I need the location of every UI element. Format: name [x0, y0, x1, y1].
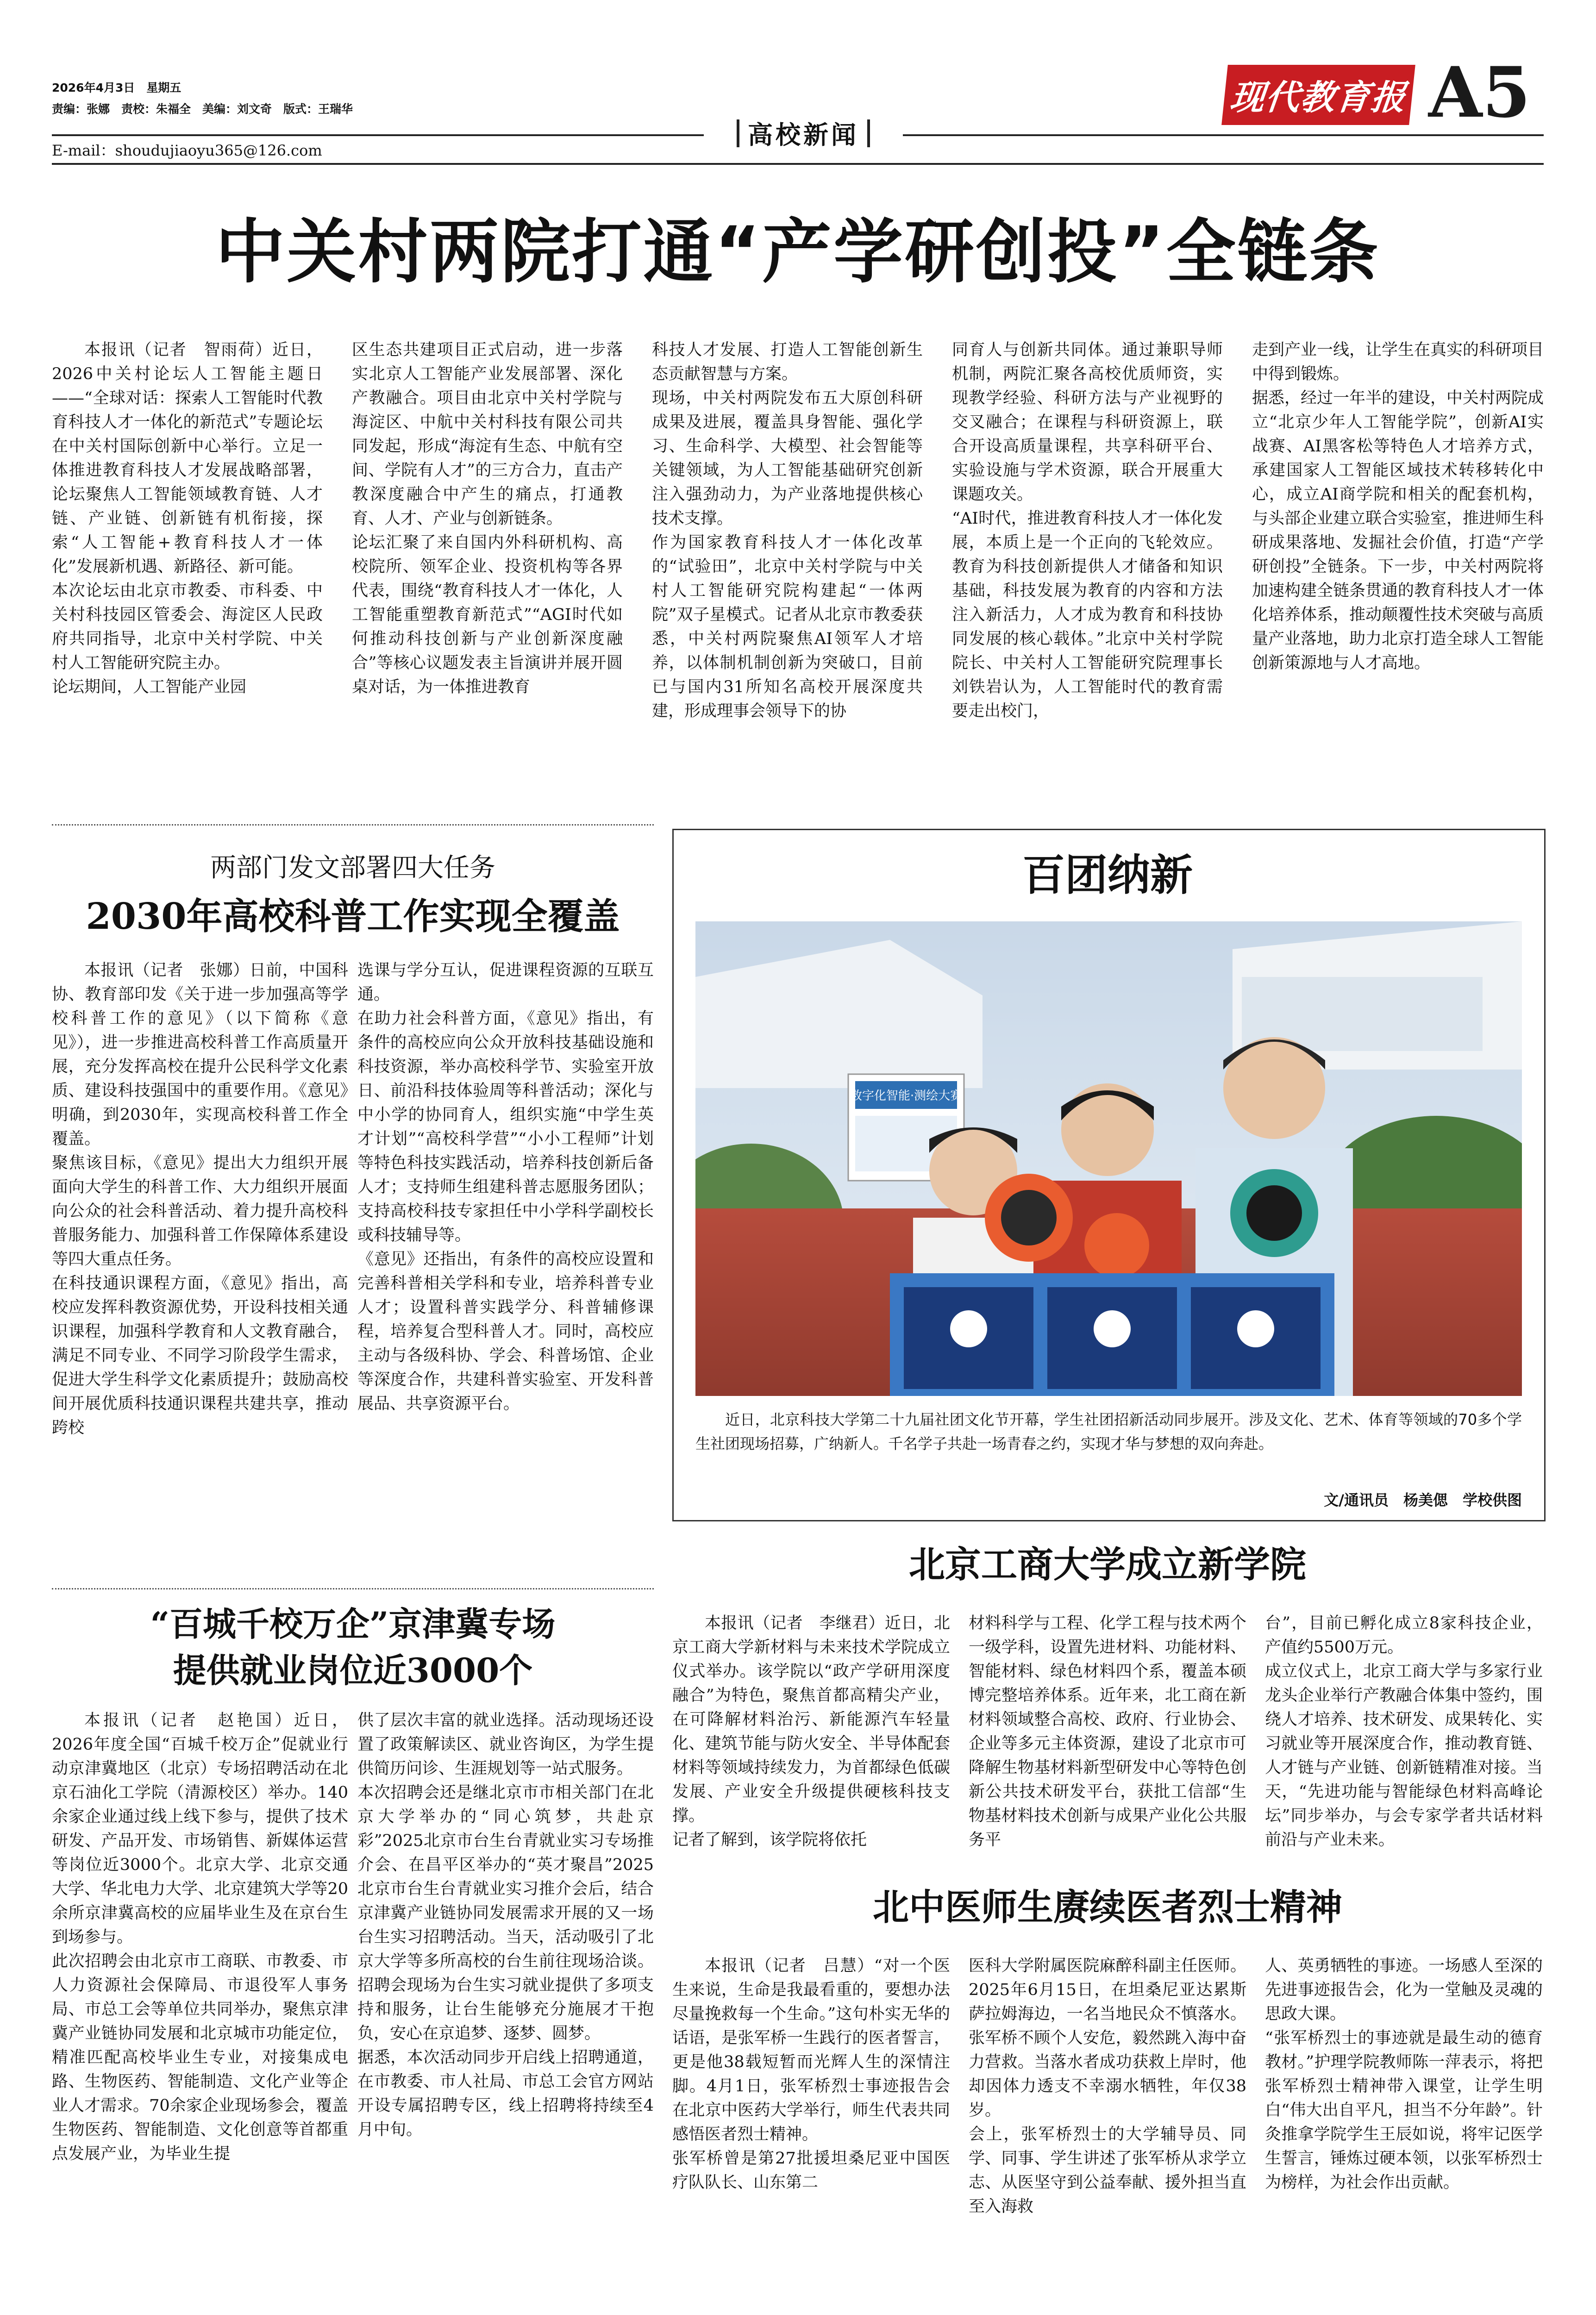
masthead-rule-bottom [52, 163, 1544, 165]
science-column-1: 本报讯（记者 张娜）日前，中国科协、教育部印发《关于进一步加强高等学校科普工作的意见》（以下简称《意见》），进一步推进高校科普工作高质量开展，充分发挥高校在提升公民科学文化素质、建设科技强国中的重要作用。《意见》明确，到2030年，实现高校科普工作全覆盖。 聚焦该目标，《意见》提出大力组织开展面向大学生的科普工作、大力组织开展面向公众的社会科普活动、着力提升高校科普服务能力、加强科普工作保障体系建设等四大重点任务。 在科技通识课程方面，《意见》指出，高校应发挥科教资源优势，开设科技相关通识课程，加强科学教育和人文教育融合，满足不同专业、不同学习阶段学生需求，促进大学生科学文化素质提升；鼓励高校间开展优质科技通识课程共建共享，推动跨校 [52, 961, 348, 1437]
science-kicker: 两部门发文部署四大任务 [210, 853, 495, 883]
astronaut-poster [1094, 1310, 1131, 1347]
frisbee-orange-2 [1084, 1213, 1149, 1278]
btbu-column-3: 台”，目前已孵化成立8家科技企业，产值约5500万元。 成立仪式上，北京工商大学与多家行业龙头企业举行产教融合体集中签约，围绕人才培养、技术研发、成果转化、实习就业等开展深度合作，推动教育链、人才链与产业链、创新链精准对接。当天，“先进功能与智能绿色材料高峰论坛”同步举办，与会专家学者共话材料前沿与产业未来。 [1265, 1614, 1543, 1849]
tcm-column-3: 人、英勇牺牲的事迹。一场感人至深的先进事迹报告会，化为一堂触及灵魂的思政大课。 “张军桥烈士的事迹就是最生动的德育教材。”护理学院教师陈一萍表示，将把张军桥烈士精神带入课堂，让学生明白“伟大出自平凡，担当不分年龄”。针灸推拿学院学生王辰如说，将牢记医学生誓言，锤炼过硬本领，以张军桥烈士为榜样，为社会作出贡献。 [1265, 1957, 1543, 2192]
jobs-headline-line2: 提供就业岗位近3000个 [173, 1651, 533, 1690]
section-banner [704, 111, 903, 155]
lead-column-4: 同育人与创新共同体。通过兼职导师机制，两院汇聚各高校优质师资，实现教学经验、科研方法与产业视野的交叉融合；在课程与科研资源上，联合开设高质量课程，共享科研平台、实验设施与学术资源，联合开展重大课题攻关。 “AI时代，推进教育科技人才一体化发展，本质上是一个正向的飞轮效应。教育为科技创新提供人才储备和知识基础，科技发展为教育的内容和方法注入新活力，人才成为教育和科技协同发展的核心载体。”北京中关村学院院长、中关村人工智能研究院理事长刘铁岩认为，人工智能时代的教育需要走出校门， [952, 341, 1223, 720]
newspaper-logo: 现代教育报 [1221, 65, 1415, 125]
tcm-headline: 北中医师生赓续医者烈士精神 [872, 1886, 1342, 1928]
btbu-column-2: 材料科学与工程、化学工程与技术两个一级学科，设置先进材料、功能材料、智能材料、绿色材料四个系，覆盖本硕博完整培养体系。近年来，北工商在新材料领域整合高校、政府、行业协会、企业等多元主体资源，建设了北京市可降解生物基材料新型研发中心等特色创新公共技术研发平台，获批工信部“生物基材料技术创新与成果产业化公共服务平 [969, 1614, 1246, 1849]
astronaut-poster [950, 1310, 987, 1347]
btbu-column-1: 本报讯（记者 李继君）近日，北京工商大学新材料与未来技术学院成立仪式举办。该学院以“政产学研用深度融合”为特色，聚焦首都高精尖产业，在可降解材料治污、新能源汽车轻量化、建筑节能与防火安全、半导体配套材料等领域持续发力，为首都绿色低碳发展、产业安全升级提供硬核科技支撑。 记者了解到，该学院将依托 [672, 1614, 950, 1849]
jobs-headline-line1: “百城千校万企”京津冀专场 [150, 1604, 556, 1644]
issue-date: 2026年4月3日 星期五 [52, 81, 182, 94]
science-column-2: 选课与学分互认，促进课程资源的互联互通。 在助力社会科普方面，《意见》指出，有条件的高校应向公众开放科技基础设施和科技资源，举办高校科学节、实验室开放日、前沿科技体验周等科普活动；深化与中小学的协同育人，组织实施“中学生英才计划”“高校科学营”“小小工程师”计划等特色科技实践活动，培养科技创新后备人才；支持师生组建科普志愿服务团队；支持高校科技专家担任中小学科学副校长或科技辅导等。 《意见》还指出，有条件的高校应设置和完善科普相关学科和专业，培养科普专业人才；设置科普实践学分、科普辅修课程，培养复合型科普人才。同时，高校应主动与各级科协、学会、科普场馆、企业等深度合作，共建科普实验室、开发科普展品、共享资源平台。 [357, 961, 654, 1413]
club-fair-illustration [695, 921, 1522, 1396]
editor-credits: 责编：张娜 责校：朱福全 美编：刘文奇 版式：王瑞华 [52, 102, 353, 116]
page-number: A5 [1428, 52, 1531, 133]
section-title: 高校新闻 [748, 120, 859, 150]
photo-caption: 近日，北京科技大学第二十九届社团文化节开幕，学生社团招新活动同步展开。涉及文化、艺术、体育等领域的70多个学生社团现场招募，广纳新人。千名学子共赴一场青春之约，实现才华与梦想的双向奔赴。 [695, 1411, 1522, 1452]
science-bottom-divider [52, 1588, 654, 1589]
section-divider [737, 119, 739, 147]
lead-column-2: 区生态共建项目正式启动，进一步落实北京人工智能产业发展部署、深化产教融合。项目由北京中关村学院与海淀区、中航中关村科技有限公司共同发起，形成“海淀有生态、中航有空间、学院有人才”的三方合力，直击产教深度融合中产生的痛点，打通教育、人才、产业与创新链条。 论坛汇聚了来自国内外科研机构、高校院所、领军企业、投资机构等各界代表，围绕“教育科技人才一体化，人工智能重塑教育新范式”“AGI时代如何推动科技创新与产业创新深度融合”等核心议题发表主旨演讲并展开圆桌对话，为一体推进教育 [352, 341, 623, 696]
section-divider [867, 119, 870, 147]
tcm-column-1: 本报讯（记者 吕慧）“对一个医生来说，生命是我最看重的，要想办法尽量挽救每一个生命。”这句朴实无华的话语，是张军桥一生践行的医者誓言，更是他38载短暂而光辉人生的深情注脚。4月1日，张军桥烈士事迹报告会在北京中医药大学举行，师生代表共同感悟医者烈士精神。 张军桥曾是第27批援坦桑尼亚中国医疗队队长、山东第二 [672, 1957, 950, 2192]
tcm-column-2: 医科大学附属医院麻醉科副主任医师。2025年6月15日，在坦桑尼亚达累斯萨拉姆海边，一名当地民众不慎落水。张军桥不顾个人安危，毅然跳入海中奋力营救。当落水者成功获救上岸时，他却因体力透支不幸溺水牺牲，年仅38岁。 会上，张军桥烈士的大学辅导员、同学、同事、学生讲述了张军桥从求学立志、从医坚守到公益奉献、援外担当直至入海救 [969, 1957, 1246, 2216]
lead-column-3: 科技人才发展、打造人工智能创新生态贡献智慧与方案。 现场，中关村两院发布五大原创科研成果及进展，覆盖具身智能、强化学习、生命科学、大模型、社会智能等关键领域，为人工智能基础研究创新注入强劲动力，为产业落地提供核心技术支撑。 作为国家教育科技人才一体化改革的“试验田”，北京中关村学院与中关村人工智能研究院构建起“一体两院”双子星模式。记者从北京市教委获悉，中关村两院聚焦AI领军人才培养，以体制机制创新为突破口，目前已与国内31所知名高校开展深度共建，形成理事会领导下的协 [652, 341, 923, 720]
astronaut-poster [1237, 1310, 1274, 1347]
science-headline: 2030年高校科普工作实现全覆盖 [86, 895, 620, 938]
btbu-headline: 北京工商大学成立新学院 [908, 1544, 1306, 1586]
lead-headline: 中关村两院打通“产学研创投”全链条 [215, 212, 1380, 293]
photo-feature-headline: 百团纳新 [1022, 850, 1193, 900]
jobs-column-1: 本报讯（记者 赵艳国）近日，2026年度全国“百城千校万企”促就业行动京津冀地区（北京）专场招聘活动在北京石油化工学院（清源校区）举办。140余家企业通过线上线下参与，提供了技术研发、产品开发、市场销售、新媒体运营等岗位近3000个。北京大学、北京交通大学、华北电力大学、北京建筑大学等20余所京津冀高校的应届毕业生及在京台生到场参与。 此次招聘会由北京市工商联、市教委、市人力资源社会保障局、市退役军人事务局、市总工会等单位共同举办，聚焦京津冀产业链协同发展和北京城市功能定位，精准匹配高校毕业生专业，对接集成电路、生物医药、智能制造、文化产业等企业人才需求。70余家企业现场参会，覆盖生物医药、智能制造、文化创意等首都重点发展产业，为毕业生提 [52, 1711, 348, 2163]
lead-column-1: 本报讯（记者 智雨荷）近日，2026中关村论坛人工智能主题日——“全球对话：探索人工智能时代教育科技人才一体化的新范式”专题论坛在中关村国际创新中心举行。立足一体推进教育科技人才发展战略部署，论坛聚焦人工智能领域教育链、人才链、产业链、创新链有机衔接，探索“人工智能+教育科技人才一体化”发展新机遇、新路径、新可能。 本次论坛由北京市教委、市科委、中关村科技园区管委会、海淀区人民政府共同指导，北京中关村学院、中关村人工智能研究院主办。 论坛期间，人工智能产业园 [52, 341, 323, 696]
lead-bottom-divider [52, 824, 654, 826]
lead-column-5: 走到产业一线，让学生在真实的科研项目中得到锻炼。 据悉，经过一年半的建设，中关村两院成立“北京少年人工智能学院”，创新AI实战赛、AI黑客松等特色人才培养方式，承建国家人工智能区域技术转移转化中心，成立AI商学院和相关的配套机构，与头部企业建立联合实验室，推进师生科研成果落地、发掘社会价值，打造“产学研创投”全链条。下一步，中关村两院将加速构建全链条贯通的教育科技人才一体化培养体系，推动颠覆性技术突破与高质量产业落地，助力北京打造全球人工智能创新策源地与人才高地。 [1252, 341, 1544, 672]
booth-sign-text: 数字化智能·测绘大赛 [850, 1089, 963, 1103]
club-fair-photo [695, 921, 1522, 1396]
jobs-column-2: 供了层次丰富的就业选择。活动现场还设置了政策解读区、就业咨询区，为学生提供简历问诊、生涯规划等一站式服务。 本次招聘会还是继北京市市相关部门在北京大学举办的“同心筑梦，共赴京彩”2025北京市台生台青就业实习专场推介会、在昌平区举办的“英才聚昌”2025北京市台生台青就业实习推介会后，结合京津冀产业链协同发展需求开展的又一场台生实习招聘活动。当天，活动吸引了北京大学等多所高校的台生前往现场洽谈。招聘会现场为台生实习就业提供了多项支持和服务，让台生能够充分施展才干抱负，安心在京追梦、逐梦、圆梦。 据悉，本次活动同步开启线上招聘通道，在市教委、市人社局、市总工会官方网站开设专属招聘专区，线上招聘将持续至4月中旬。 [357, 1711, 654, 2139]
photo-credit: 文/通讯员 杨美偲 学校供图 [1324, 1491, 1522, 1509]
contact-email: E-mail：shoudujiaoyu365@126.com [52, 142, 322, 159]
